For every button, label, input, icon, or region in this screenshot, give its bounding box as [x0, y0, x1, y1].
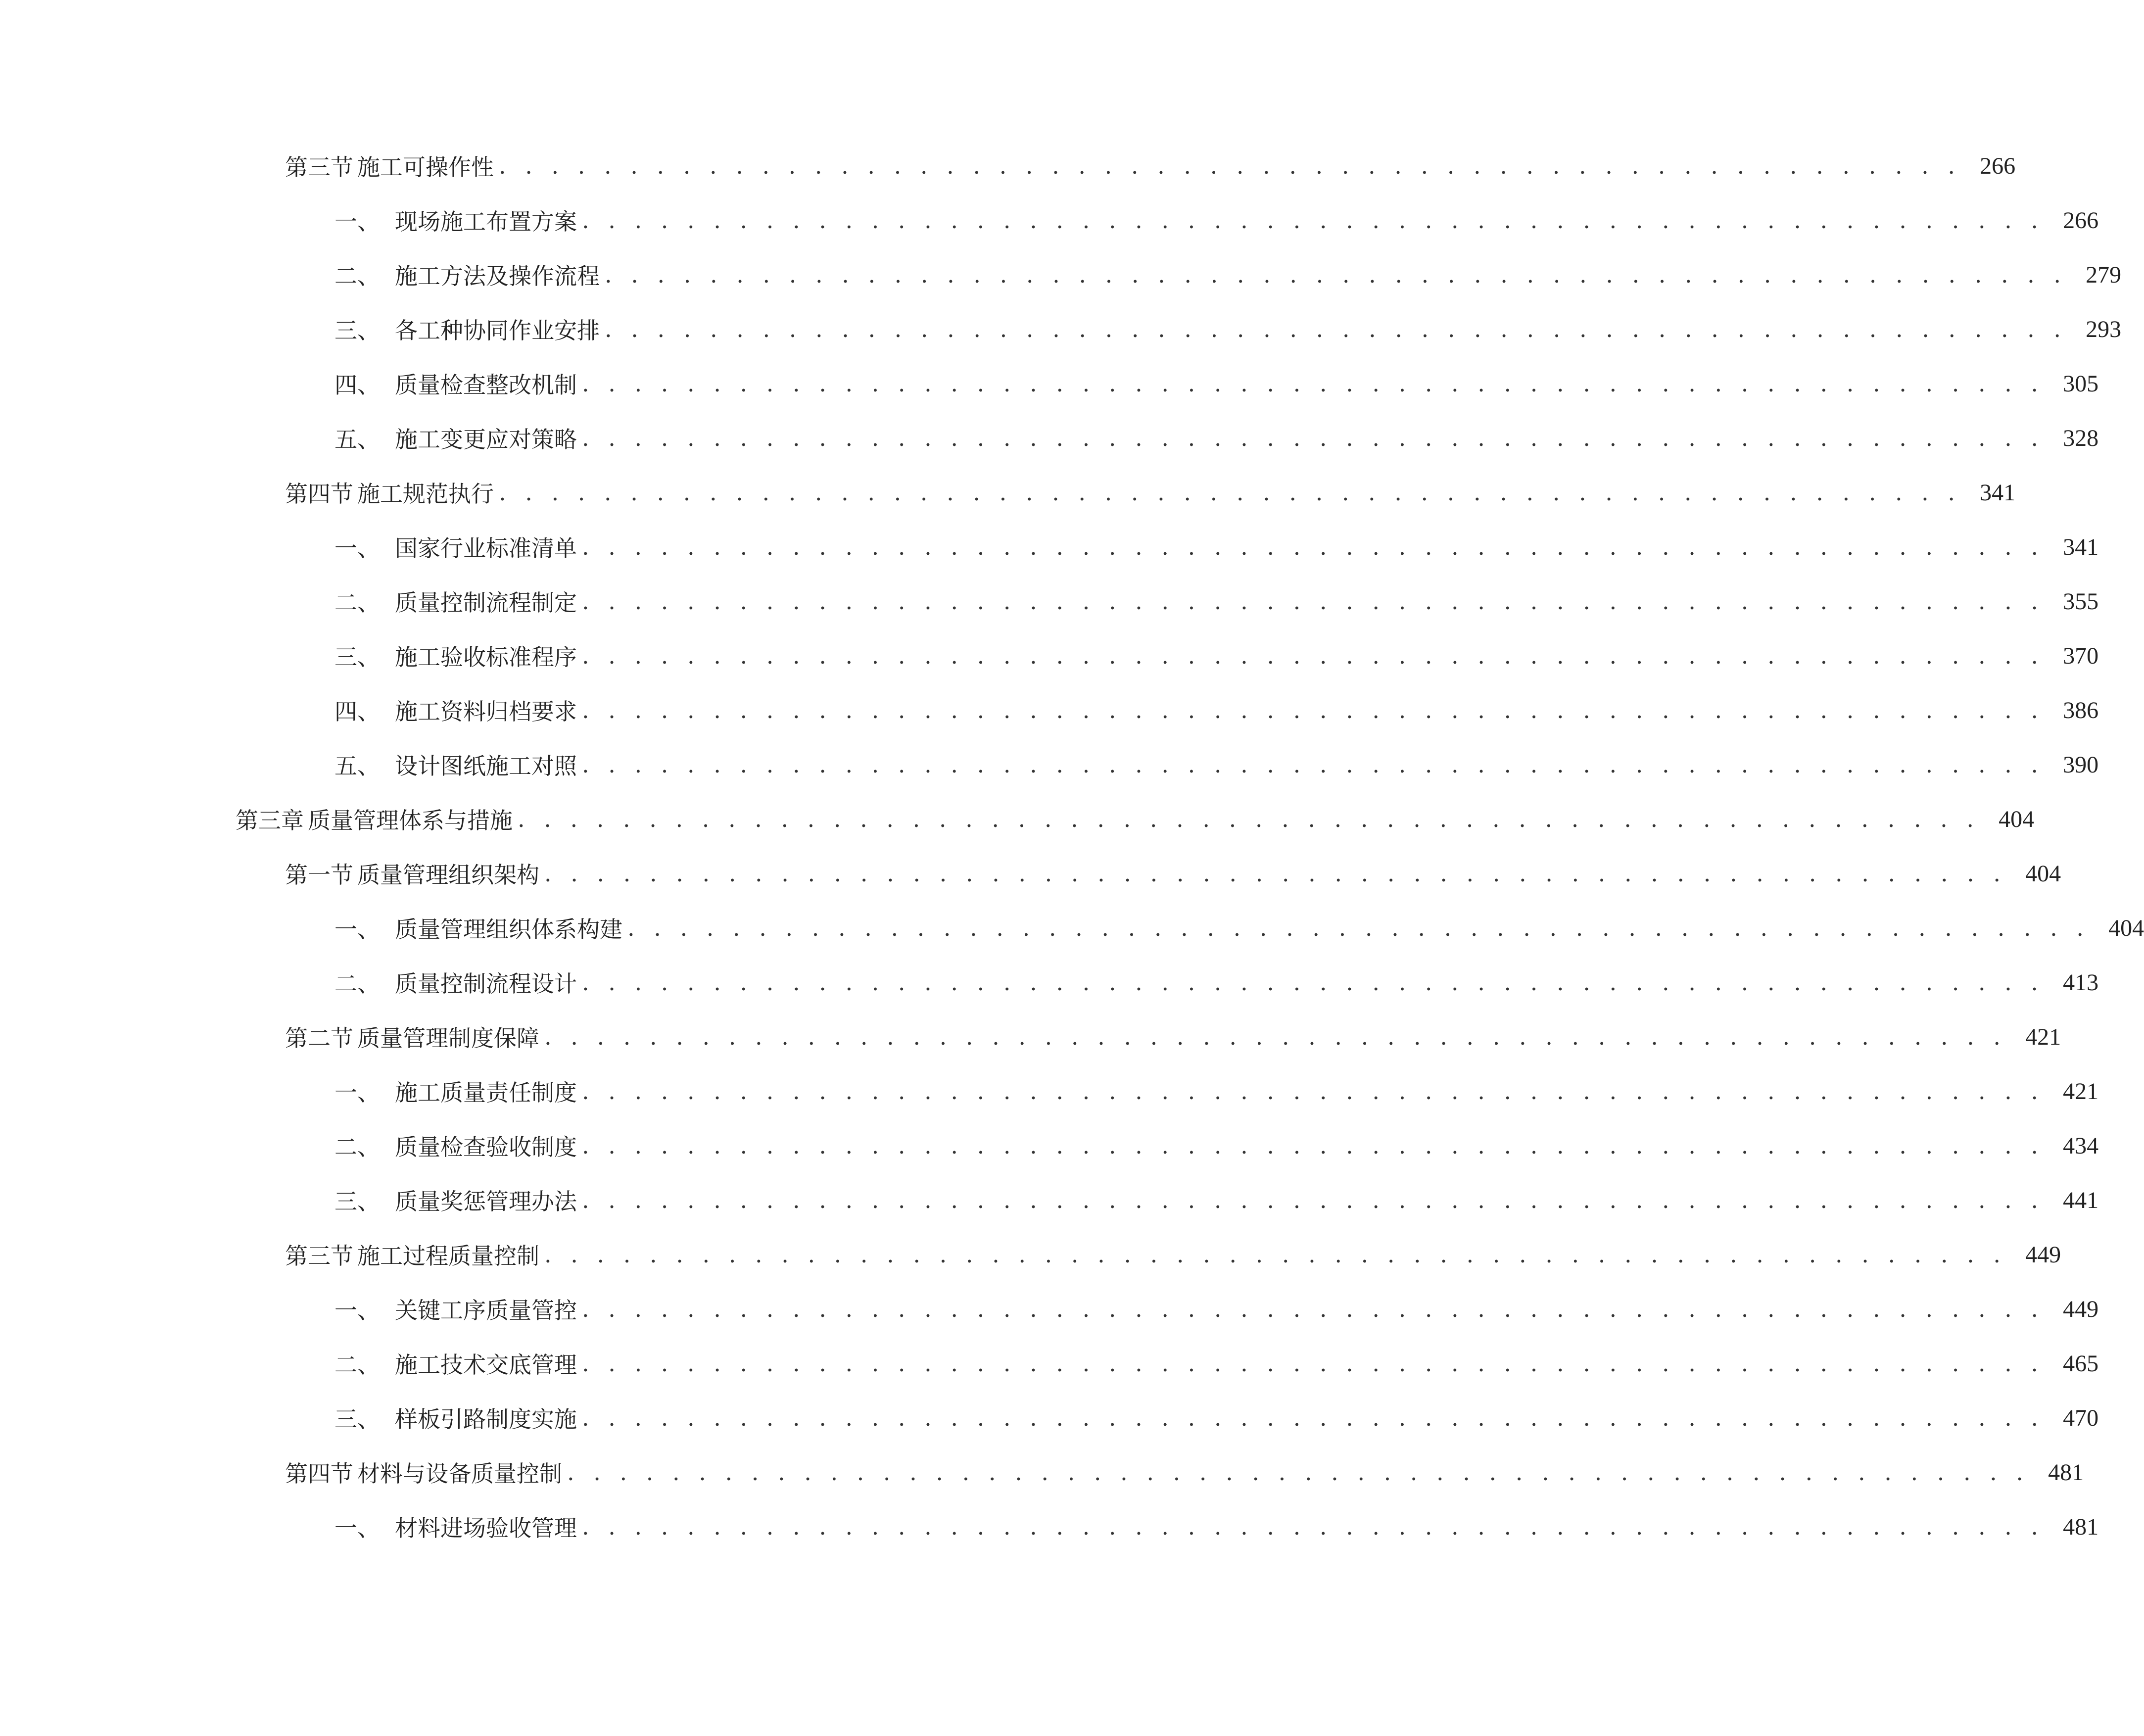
toc-entry-number: 第二节 — [285, 1025, 353, 1052]
toc-entry-number: 一、 — [334, 1297, 380, 1324]
toc-entry-number: 三、 — [334, 644, 380, 671]
toc-entry-page: 404 — [2025, 860, 2061, 887]
toc-entry[interactable] — [334, 312, 2122, 346]
dot-leader: . . . . . . . . . . . . . . . . . . . . . . . . . . . . . . . . . . . . . . . . . . . . . . . . . . . . . . . . — [627, 915, 2090, 941]
toc-entry-page: 341 — [1980, 479, 2016, 506]
toc-entry-page: 328 — [2063, 425, 2099, 451]
toc-entry-page: 266 — [2063, 207, 2099, 234]
toc-entry[interactable] — [334, 965, 2099, 1000]
toc-entry-number: 四、 — [334, 372, 380, 398]
toc-entry-number: 二、 — [334, 1351, 380, 1378]
toc-entry[interactable] — [285, 1019, 2061, 1054]
toc-entry[interactable] — [285, 475, 2016, 510]
toc-entry-page: 413 — [2063, 969, 2099, 996]
dot-leader: . . . . . . . . . . . . . . . . . . . . . . . . . . . . . . . . . . . . . . . . . . . . . . . . . . . . . . . . — [499, 152, 1961, 179]
toc-entry-title: 质量管理组织体系构建 — [395, 916, 622, 943]
toc-entry-number: 一、 — [334, 1079, 380, 1106]
toc-entry-page: 421 — [2025, 1023, 2061, 1050]
toc-entry-title: 材料与设备质量控制 — [357, 1460, 562, 1487]
dot-leader: . . . . . . . . . . . . . . . . . . . . . . . . . . . . . . . . . . . . . . . . . . . . . . . . . . . . . . . . — [544, 1023, 2007, 1050]
toc-entry[interactable] — [334, 530, 2099, 564]
toc-entry-page: 341 — [2063, 533, 2099, 560]
toc-entry-title: 施工验收标准程序 — [395, 644, 577, 671]
toc-entry-number: 第三节 — [285, 154, 353, 181]
dot-leader: . . . . . . . . . . . . . . . . . . . . . . . . . . . . . . . . . . . . . . . . . . . . . . . . . . . . . . . . — [518, 806, 1980, 832]
toc-entry-page: 355 — [2063, 588, 2099, 615]
toc-entry-number: 四、 — [334, 698, 380, 725]
toc-entry-number: 第三章 — [236, 807, 304, 834]
toc-entry[interactable] — [334, 747, 2099, 782]
toc-entry-title: 关键工序质量管控 — [395, 1297, 577, 1324]
toc-entry-title: 材料进场验收管理 — [395, 1515, 577, 1542]
toc-entry-page: 441 — [2063, 1187, 2099, 1213]
toc-entry-page: 404 — [2108, 915, 2144, 941]
dot-leader: . . . . . . . . . . . . . . . . . . . . . . . . . . . . . . . . . . . . . . . . . . . . . . . . . . . . . . . . — [582, 969, 2045, 996]
toc-entry[interactable] — [285, 148, 2016, 183]
toc-entry-title: 质量检查整改机制 — [395, 372, 577, 398]
toc-entry-number: 五、 — [334, 426, 380, 453]
dot-leader: . . . . . . . . . . . . . . . . . . . . . . . . . . . . . . . . . . . . . . . . . . . . . . . . . . . . . . . . — [582, 533, 2045, 560]
toc-entry-number: 一、 — [334, 1515, 380, 1542]
toc-entry-number: 一、 — [334, 916, 380, 943]
toc-entry-title: 各工种协同作业安排 — [395, 317, 600, 344]
dot-leader: . . . . . . . . . . . . . . . . . . . . . . . . . . . . . . . . . . . . . . . . . . . . . . . . . . . . . . . . — [582, 1187, 2045, 1213]
toc-entry-number: 三、 — [334, 1406, 380, 1433]
dot-leader: . . . . . . . . . . . . . . . . . . . . . . . . . . . . . . . . . . . . . . . . . . . . . . . . . . . . . . . . — [582, 1296, 2045, 1322]
toc-entry-title: 国家行业标准清单 — [395, 535, 577, 562]
toc-entry-number: 二、 — [334, 1134, 380, 1160]
toc-entry[interactable] — [334, 693, 2099, 727]
toc-entry-title: 样板引路制度实施 — [395, 1406, 577, 1433]
dot-leader: . . . . . . . . . . . . . . . . . . . . . . . . . . . . . . . . . . . . . . . . . . . . . . . . . . . . . . . . — [582, 1404, 2045, 1431]
toc-entry[interactable] — [285, 1455, 2084, 1490]
toc-entry-page: 370 — [2063, 642, 2099, 669]
toc-entry-page: 386 — [2063, 697, 2099, 723]
toc-entry[interactable] — [285, 856, 2061, 891]
toc-entry-number: 三、 — [334, 317, 380, 344]
dot-leader: . . . . . . . . . . . . . . . . . . . . . . . . . . . . . . . . . . . . . . . . . . . . . . . . . . . . . . . . — [605, 261, 2067, 288]
toc-entry-title: 施工资料归档要求 — [395, 698, 577, 725]
toc-entry-page: 390 — [2063, 751, 2099, 778]
toc-entry-title: 质量控制流程设计 — [395, 970, 577, 997]
toc-entry-number: 三、 — [334, 1188, 380, 1215]
toc-entry-number: 一、 — [334, 208, 380, 235]
toc-entry[interactable] — [285, 1237, 2061, 1272]
dot-leader: . . . . . . . . . . . . . . . . . . . . . . . . . . . . . . . . . . . . . . . . . . . . . . . . . . . . . . . . — [582, 425, 2045, 451]
toc-entry[interactable] — [334, 638, 2099, 673]
toc-entry-page: 305 — [2063, 370, 2099, 397]
toc-entry-title: 质量控制流程制定 — [395, 589, 577, 616]
toc-entry[interactable] — [334, 366, 2099, 401]
toc-entry[interactable] — [334, 203, 2099, 238]
toc-entry-number: 第三节 — [285, 1243, 353, 1269]
toc-entry-title: 质量管理体系与措施 — [308, 807, 513, 834]
toc-entry-number: 二、 — [334, 970, 380, 997]
dot-leader: . . . . . . . . . . . . . . . . . . . . . . . . . . . . . . . . . . . . . . . . . . . . . . . . . . . . . . . . — [582, 207, 2045, 234]
dot-leader: . . . . . . . . . . . . . . . . . . . . . . . . . . . . . . . . . . . . . . . . . . . . . . . . . . . . . . . . — [582, 1513, 2045, 1540]
dot-leader: . . . . . . . . . . . . . . . . . . . . . . . . . . . . . . . . . . . . . . . . . . . . . . . . . . . . . . . . — [582, 588, 2045, 615]
toc-entry-title: 施工方法及操作流程 — [395, 263, 600, 289]
toc-entry[interactable] — [334, 911, 2144, 945]
toc-entry-title: 施工变更应对策略 — [395, 426, 577, 453]
toc-entry-title: 质量检查验收制度 — [395, 1134, 577, 1160]
toc-entry-page: 481 — [2063, 1513, 2099, 1540]
dot-leader: . . . . . . . . . . . . . . . . . . . . . . . . . . . . . . . . . . . . . . . . . . . . . . . . . . . . . . . . — [544, 860, 2007, 887]
toc-entry-title: 现场施工布置方案 — [395, 208, 577, 235]
toc-entry-page: 279 — [2086, 261, 2122, 288]
toc-entry-title: 施工技术交底管理 — [395, 1351, 577, 1378]
toc-entry-page: 470 — [2063, 1404, 2099, 1431]
dot-leader: . . . . . . . . . . . . . . . . . . . . . . . . . . . . . . . . . . . . . . . . . . . . . . . . . . . . . . . . — [582, 1132, 2045, 1159]
dot-leader: . . . . . . . . . . . . . . . . . . . . . . . . . . . . . . . . . . . . . . . . . . . . . . . . . . . . . . . . — [544, 1241, 2007, 1268]
toc-entry-number: 第一节 — [285, 862, 353, 888]
toc-entry-page: 404 — [1999, 806, 2035, 832]
toc-entry-title: 施工可操作性 — [357, 154, 494, 181]
toc-entry-number: 第四节 — [285, 481, 353, 507]
toc-entry[interactable] — [334, 1183, 2099, 1217]
toc-entry-title: 质量奖惩管理办法 — [395, 1188, 577, 1215]
toc-entry-title: 施工质量责任制度 — [395, 1079, 577, 1106]
toc-entry[interactable] — [334, 584, 2099, 619]
dot-leader: . . . . . . . . . . . . . . . . . . . . . . . . . . . . . . . . . . . . . . . . . . . . . . . . . . . . . . . . — [582, 370, 2045, 397]
toc-entry-page: 449 — [2025, 1241, 2061, 1268]
dot-leader: . . . . . . . . . . . . . . . . . . . . . . . . . . . . . . . . . . . . . . . . . . . . . . . . . . . . . . . . — [582, 1078, 2045, 1105]
toc-entry[interactable] — [334, 1400, 2099, 1435]
dot-leader: . . . . . . . . . . . . . . . . . . . . . . . . . . . . . . . . . . . . . . . . . . . . . . . . . . . . . . . . — [582, 1350, 2045, 1377]
toc-entry-page: 421 — [2063, 1078, 2099, 1105]
toc-entry-page: 266 — [1980, 152, 2016, 179]
toc-entry-page: 293 — [2086, 316, 2122, 342]
toc-entry-number: 第四节 — [285, 1460, 353, 1487]
toc-entry[interactable] — [334, 1074, 2099, 1109]
toc-entry-page: 465 — [2063, 1350, 2099, 1377]
toc-entry-page: 481 — [2048, 1459, 2084, 1486]
toc-entry-title: 设计图纸施工对照 — [395, 753, 577, 779]
toc-entry[interactable] — [334, 1346, 2099, 1381]
toc-entry-number: 二、 — [334, 589, 380, 616]
dot-leader: . . . . . . . . . . . . . . . . . . . . . . . . . . . . . . . . . . . . . . . . . . . . . . . . . . . . . . . . — [605, 316, 2067, 342]
dot-leader: . . . . . . . . . . . . . . . . . . . . . . . . . . . . . . . . . . . . . . . . . . . . . . . . . . . . . . . . — [567, 1459, 2030, 1486]
toc-entry-title: 质量管理制度保障 — [357, 1025, 539, 1052]
dot-leader: . . . . . . . . . . . . . . . . . . . . . . . . . . . . . . . . . . . . . . . . . . . . . . . . . . . . . . . . — [582, 697, 2045, 723]
toc-entry-number: 五、 — [334, 753, 380, 779]
toc-entry-number: 一、 — [334, 535, 380, 562]
toc-entry-number: 二、 — [334, 263, 380, 289]
toc-entry[interactable] — [334, 1128, 2099, 1163]
toc-entry-page: 434 — [2063, 1132, 2099, 1159]
toc-entry[interactable] — [334, 1509, 2099, 1544]
toc-entry-title: 施工过程质量控制 — [357, 1243, 539, 1269]
toc-entry[interactable] — [334, 257, 2122, 292]
toc-entry[interactable] — [334, 1292, 2099, 1326]
toc-entry[interactable] — [236, 802, 2035, 836]
dot-leader: . . . . . . . . . . . . . . . . . . . . . . . . . . . . . . . . . . . . . . . . . . . . . . . . . . . . . . . . — [582, 642, 2045, 669]
toc-entry-title: 质量管理组织架构 — [357, 862, 539, 888]
dot-leader: . . . . . . . . . . . . . . . . . . . . . . . . . . . . . . . . . . . . . . . . . . . . . . . . . . . . . . . . — [499, 479, 1961, 506]
toc-entry-title: 施工规范执行 — [357, 481, 494, 507]
toc-entry[interactable] — [334, 421, 2099, 455]
dot-leader: . . . . . . . . . . . . . . . . . . . . . . . . . . . . . . . . . . . . . . . . . . . . . . . . . . . . . . . . — [582, 751, 2045, 778]
toc-entry-page: 449 — [2063, 1296, 2099, 1322]
